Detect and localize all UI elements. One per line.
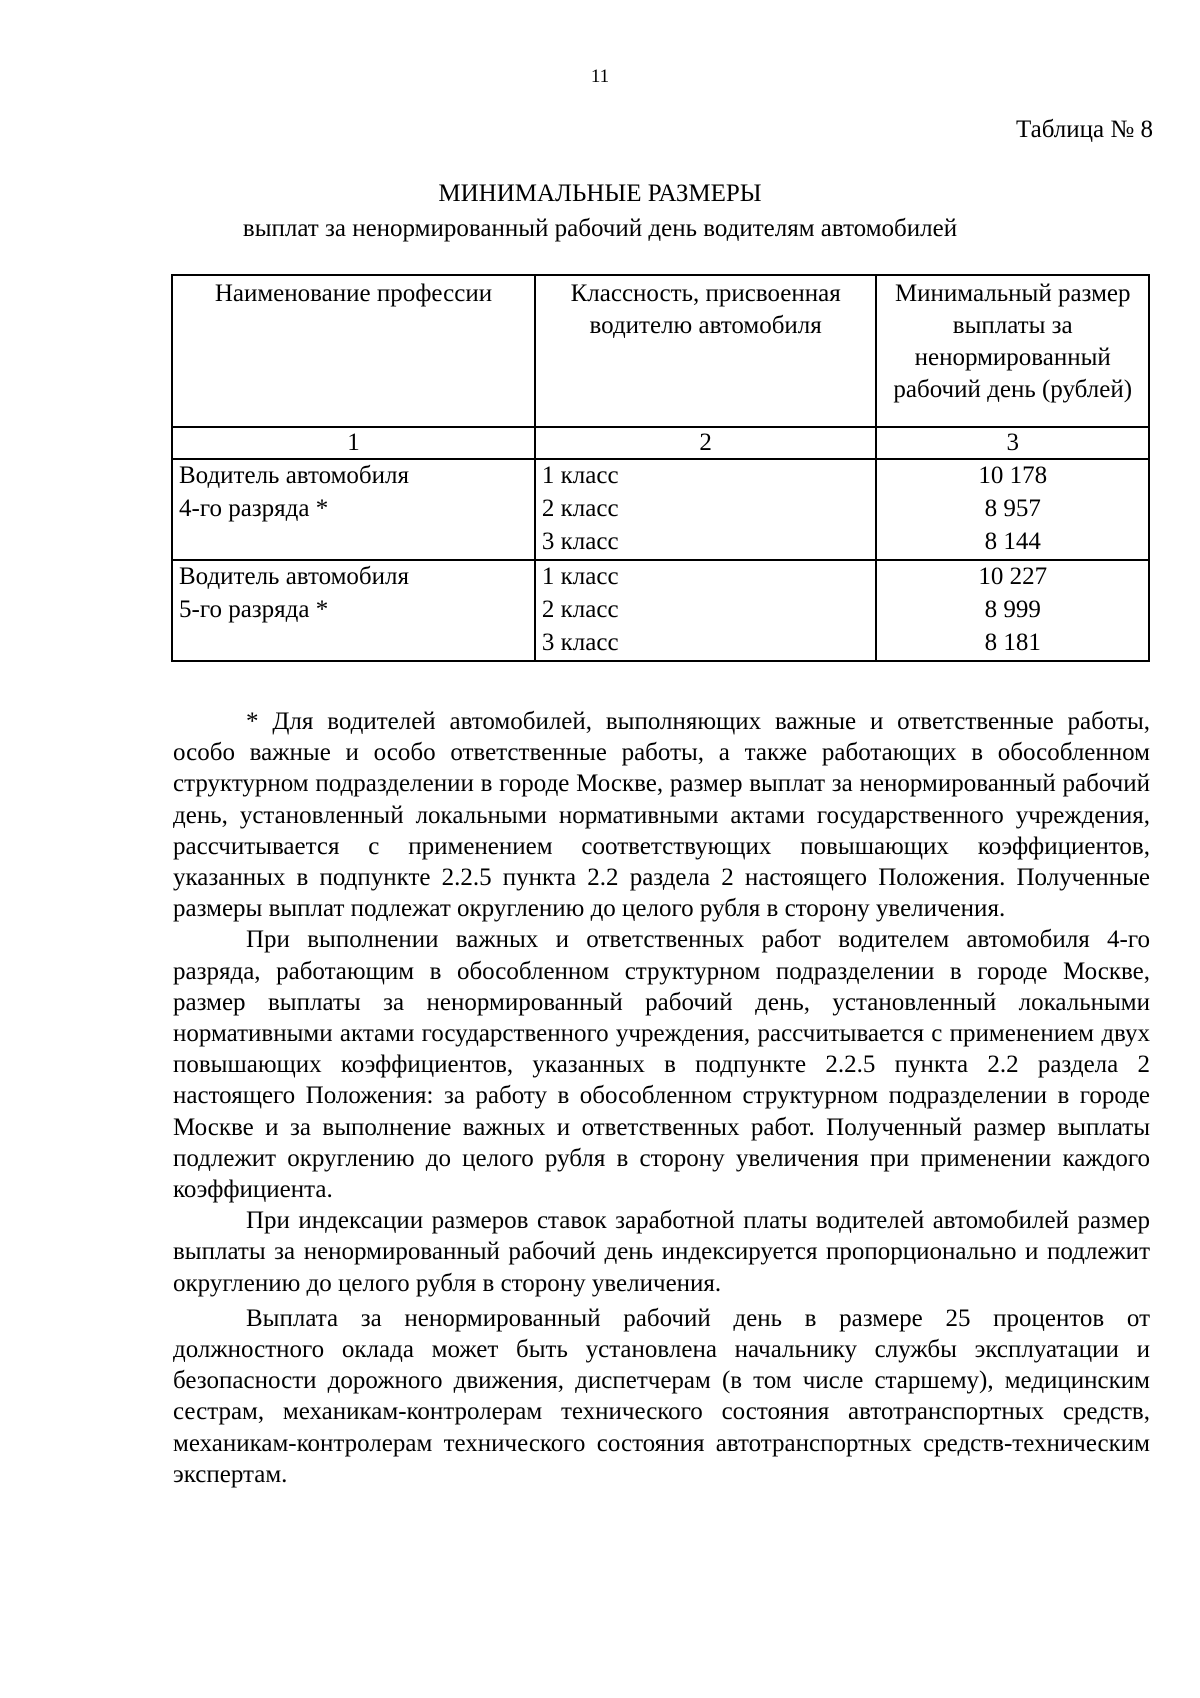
amount-value: 8 957 [984, 495, 1041, 522]
column-number: 1 [172, 427, 535, 459]
profession-grade: 5-го разряда * [179, 596, 329, 623]
class-value: 1 класс [541, 563, 619, 590]
table-subtitle: выплат за ненормированный рабочий день водителям автомобилей [242, 215, 958, 242]
header-row [172, 275, 1149, 427]
notes-section [173, 706, 1150, 1490]
header-amount: Минимальный размер выплаты за ненормированный рабочий день (рублей) [876, 275, 1149, 427]
amount-value: 8 181 [984, 629, 1041, 656]
amount-value: 8 144 [984, 528, 1041, 555]
table-row [172, 459, 1149, 560]
class-value: 1 класс [541, 462, 619, 489]
footnote-paragraph: * Для водителей автомобилей, выполняющих важные и ответственные работы, особо важные и особо ответственные работы, а также работающих в обособленном структурном подразделении в городе Москве, размер выплат за ненормированный рабочий день, установленный локальными нормативными актами государственного учреждения, рассчитывается с применением соответствующих повышающих коэффициентов, указанных в подпункте 2.2.5 пункта 2.2 раздела 2 настоящего Положения. Полученные размеры выплат подлежат округлению до целого рубля в сторону увеличения. [173, 708, 1150, 923]
body-paragraph: Выплата за ненормированный рабочий день в размере 25 процентов от должностного оклада может быть установлена начальнику службы эксплуатации и безопасности дорожного движения, диспетчерам (в том числе старшему), медицинским сестрам, механикам-контролерам технического состояния автотранспортных средств, механикам-контролерам технического состояния автотранспортных средств-техническим экспертам. [173, 1304, 1150, 1488]
page-number: 11 [590, 66, 610, 87]
class-value: 2 класс [541, 495, 619, 522]
class-value: 2 класс [541, 596, 619, 623]
body-paragraph: При выполнении важных и ответственных работ водителем автомобиля 4-го разряда, работающим в обособленном структурном подразделении в городе Москве, размер выплаты за ненормированный рабочий день, установленный локальными нормативными актами государственного учреждения, рассчитывается с применением двух повышающих коэффициентов, указанных в подпункте 2.2.5 пункта 2.2 раздела 2 настоящего Положения: за работу в обособленном структурном подразделении в городе Москве и за выполнение важных и ответственных работ. Полученный размер выплаты подлежит округлению до целого рубля в сторону увеличения при применении каждого коэффициента. [173, 926, 1150, 1204]
profession-cell [172, 560, 535, 661]
profession-grade: 4-го разряда * [179, 495, 329, 522]
payments-table [171, 274, 1150, 662]
body-paragraph: При индексации размеров ставок заработной платы водителей автомобилей размер выплаты за ненормированный рабочий день индексируется пропорционально и подлежит округлению до целого рубля в сторону увеличения. [173, 1207, 1150, 1297]
amount-value: 8 999 [984, 596, 1041, 623]
column-number: 2 [535, 427, 877, 459]
profession-cell [172, 459, 535, 560]
amount-cell [876, 560, 1149, 661]
header-class: Классность, присвоенная водителю автомобиля [535, 275, 877, 427]
column-number: 3 [876, 427, 1149, 459]
header-profession: Наименование профессии [172, 275, 535, 427]
amount-value: 10 178 [978, 462, 1048, 489]
table-label: Таблица № 8 [1015, 116, 1153, 143]
class-cell [535, 560, 877, 661]
column-number-row [172, 427, 1149, 459]
amount-cell [876, 459, 1149, 560]
profession-name: Водитель автомобиля [179, 462, 409, 489]
table-row [172, 560, 1149, 661]
class-value: 3 класс [541, 528, 619, 555]
class-value: 3 класс [541, 629, 619, 656]
profession-name: Водитель автомобиля [179, 563, 409, 590]
table-title: МИНИМАЛЬНЫЕ РАЗМЕРЫ [438, 180, 762, 207]
class-cell [535, 459, 877, 560]
amount-value: 10 227 [978, 563, 1048, 590]
